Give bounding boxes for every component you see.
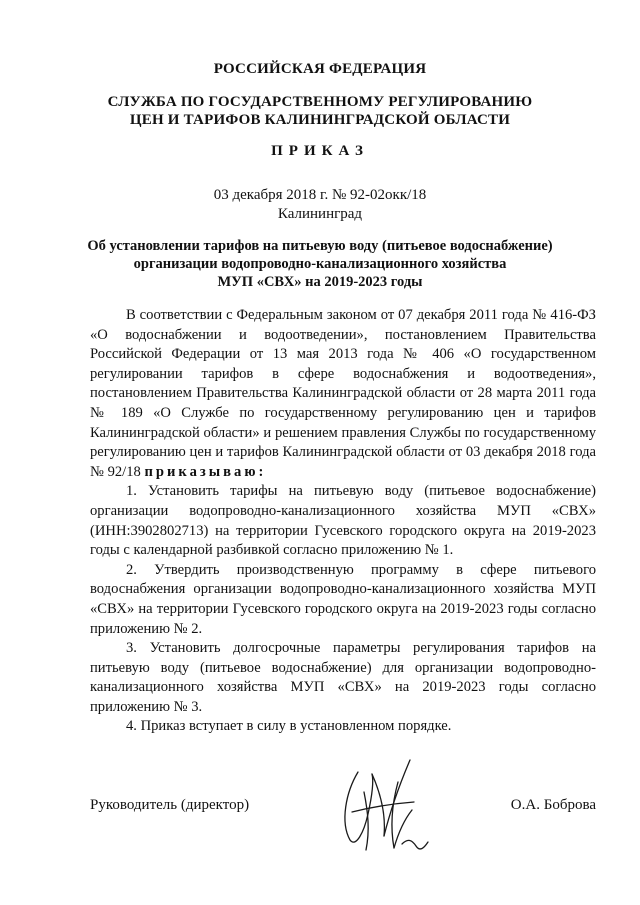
order-item-3: 3. Установить долгосрочные параметры регулирования тарифов на питьевую воду (питьевое водоснабжение) для организации водопроводно-канализационного хозяйства МУП «СВХ» на 2019-2023 годы согласно приложению № 3.	[90, 640, 596, 715]
handwritten-signature-icon	[328, 752, 448, 862]
subject-line1: Об установлении тарифов на питьевую воду (питьевое водоснабжение)	[87, 238, 553, 254]
preamble-paragraph	[90, 306, 596, 482]
country-heading: РОССИЙСКАЯ ФЕДЕРАЦИЯ	[213, 61, 427, 77]
order-title: ПРИКАЗ	[271, 143, 369, 159]
order-word: приказываю:	[144, 463, 267, 480]
order-item-4: 4. Приказ вступает в силу в установленном порядке.	[126, 718, 452, 735]
subject-line2: организации водопроводно-канализационного хозяйства	[133, 256, 507, 272]
order-item-1: 1. Установить тарифы на питьевую воду (питьевое водоснабжение) организации водопроводно-канализационного хозяйства МУП «СВХ» (ИНН:3902802713) на территории Гусевского городского округа на 2019-2023 годы с календарной разбивкой согласно приложению № 1.	[90, 483, 596, 559]
order-date-number: 03 декабря 2018 г. № 92-02окк/18	[213, 187, 427, 203]
preamble-text: В соответствии с Федеральным законом от 07 декабря 2011 года № 416-ФЗ «О водоснабжении и водоотведении», постановлением Правительства Российской Федерации от 13 мая 2013 года № 406 «О государственном регулировании тарифов в сфере водоснабжения и водоотведения», постановлением Правительства Калининградской области от 28 марта 2011 года № 189 «О Службе по государственному регулированию цен и тарифов Калининградской области» и решением правления Службы по государственному регулированию цен и тарифов Калининградской области от 03 декабря 2018 года № 92/18	[90, 307, 596, 480]
agency-heading-line2: ЦЕН И ТАРИФОВ КАЛИНИНГРАДСКОЙ ОБЛАСТИ	[129, 112, 511, 128]
order-item-2: 2. Утвердить производственную программу в сфере питьевого водоснабжения организации водопроводно-канализационного хозяйства МУП «СВХ» на территории Гусевского городского округа на 2019-2023 годы согласно приложению № 2.	[90, 561, 596, 637]
order-city: Калининград	[277, 206, 363, 222]
subject-line3: МУП «СВХ» на 2019-2023 годы	[217, 274, 423, 290]
signatory-position: Руководитель (директор)	[90, 797, 250, 813]
signatory-name: О.А. Боброва	[510, 797, 596, 813]
order-body	[90, 306, 596, 737]
agency-heading-line1: СЛУЖБА ПО ГОСУДАРСТВЕННОМУ РЕГУЛИРОВАНИЮ	[107, 94, 533, 110]
